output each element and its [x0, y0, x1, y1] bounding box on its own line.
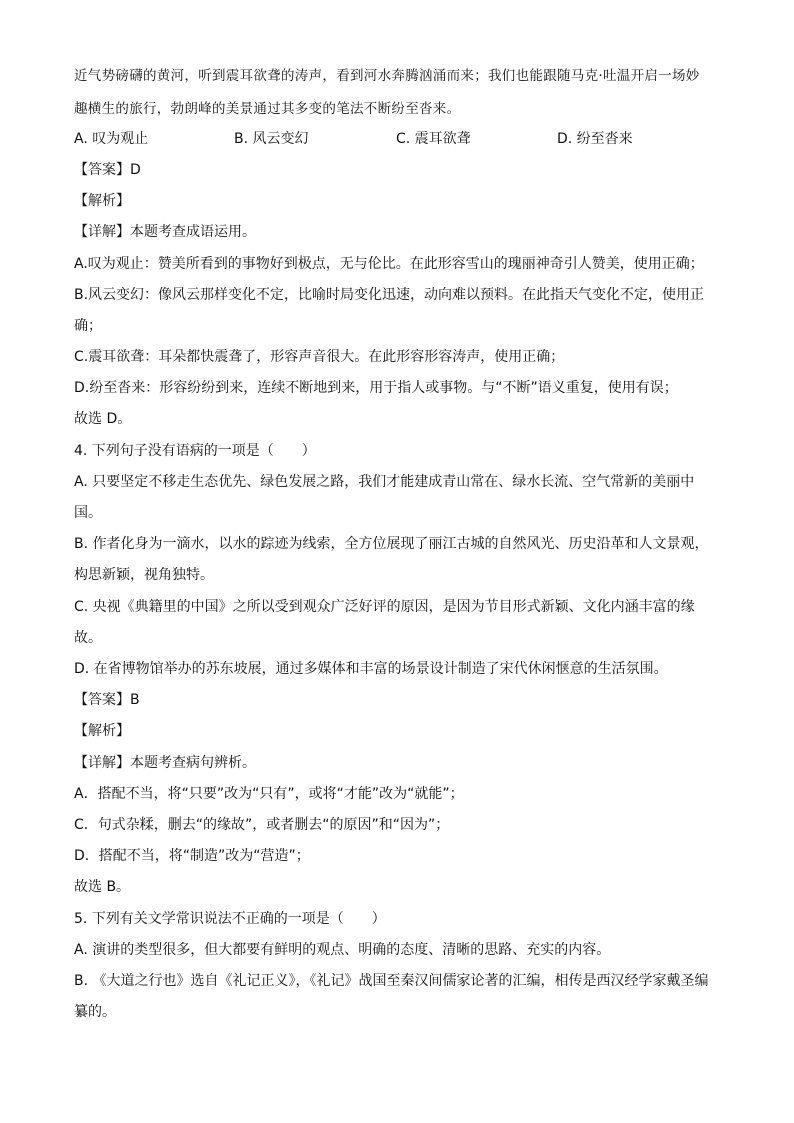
q4-option-a-cont: 国。 — [74, 505, 102, 521]
q4-explanation-a: A．搭配不当，将“只要”改为“只有”，或将“才能”改为“就能”； — [74, 786, 464, 802]
q3-analysis-heading: 【解析】 — [74, 193, 130, 209]
q5-option-b-cont: 纂的。 — [74, 1004, 116, 1020]
q4-option-b-cont: 构思新颖，视角独特。 — [74, 567, 214, 583]
q4-option-c: C. 央视《典籍里的中国》之所以受到观众广泛好评的原因，是因为节目形式新颖、文化内涵丰富的缘 — [74, 599, 695, 615]
q3-answer: 【答案】D — [74, 162, 141, 178]
q5-stem: 5. 下列有关文学常识说法不正确的一项是（ ） — [74, 911, 386, 927]
q3-explanation-a: A.叹为观止：赞美所看到的事物好到极点，无与伦比。在此形容雪山的瑰丽神奇引人赞美，使用正确； — [74, 256, 704, 272]
q4-explanation-d: D．搭配不当，将“制造”改为“营造”； — [74, 848, 310, 864]
q3-option-d: D. 纷至沓来 — [557, 131, 633, 147]
q3-options-row — [0, 129, 794, 149]
q3-explanation-b-cont: 确； — [74, 318, 102, 334]
intro-line-1: 近气势磅礴的黄河，听到震耳欲聋的涛声，看到河水奔腾汹涌而来；我们也能跟随马克·吐温开启一场妙 — [74, 68, 700, 84]
q3-option-c: C. 震耳欲聋 — [396, 131, 471, 147]
q4-answer: 【答案】B — [74, 692, 140, 708]
q3-conclusion: 故选 D。 — [74, 411, 132, 427]
q4-explanation-c: C．句式杂糅，删去“的缘故”，或者删去“的原因”和“因为”； — [74, 817, 450, 833]
q3-explanation-b: B.风云变幻：像风云那样变化不定，比喻时局变化迅速，动向难以预料。在此指天气变化不定，使用正 — [74, 287, 705, 303]
q5-option-b: B. 《大道之行也》选自《礼记正义》，《礼记》战国至秦汉间儒家论著的汇编，相传是西汉经学家戴圣编 — [74, 973, 709, 989]
q3-detail-heading: 【详解】本题考查成语运用。 — [74, 224, 256, 240]
q4-option-c-cont: 故。 — [74, 630, 102, 646]
q3-explanation-d: D.纷至沓来：形容纷纷到来，连续不断地到来，用于指人或事物。与“不断”语义重复，使用有误； — [74, 380, 678, 396]
intro-line-2: 趣横生的旅行，勃朗峰的美景通过其多变的笔法不断纷至沓来。 — [74, 101, 461, 117]
q4-detail-heading: 【详解】本题考查病句辨析。 — [74, 755, 256, 771]
q5-option-a: A. 演讲的类型很多，但大都要有鲜明的观点、明确的态度、清晰的思路、充实的内容。 — [74, 942, 611, 958]
q4-option-d: D. 在省博物馆举办的苏东坡展，通过多媒体和丰富的场景设计制造了宋代休闲惬意的生活氛围。 — [74, 661, 668, 677]
q3-option-b: B. 风云变幻 — [234, 131, 309, 147]
q4-conclusion: 故选 B。 — [74, 879, 131, 895]
q4-analysis-heading: 【解析】 — [74, 723, 130, 739]
q4-option-b: B. 作者化身为一滴水，以水的踪迹为线索，全方位展现了丽江古城的自然风光、历史沿革和人文景观， — [74, 536, 709, 552]
q4-option-a: A. 只要坚定不移走生态优先、绿色发展之路，我们才能建成青山常在、绿水长流、空气常新的美丽中 — [74, 474, 695, 490]
q4-stem: 4. 下列句子没有语病的一项是（ ） — [74, 443, 316, 459]
q3-explanation-c: C.震耳欲聋：耳朵都快震聋了，形容声音很大。在此形容形容涛声，使用正确； — [74, 349, 565, 365]
q3-option-a: A. 叹为观止 — [74, 131, 149, 147]
